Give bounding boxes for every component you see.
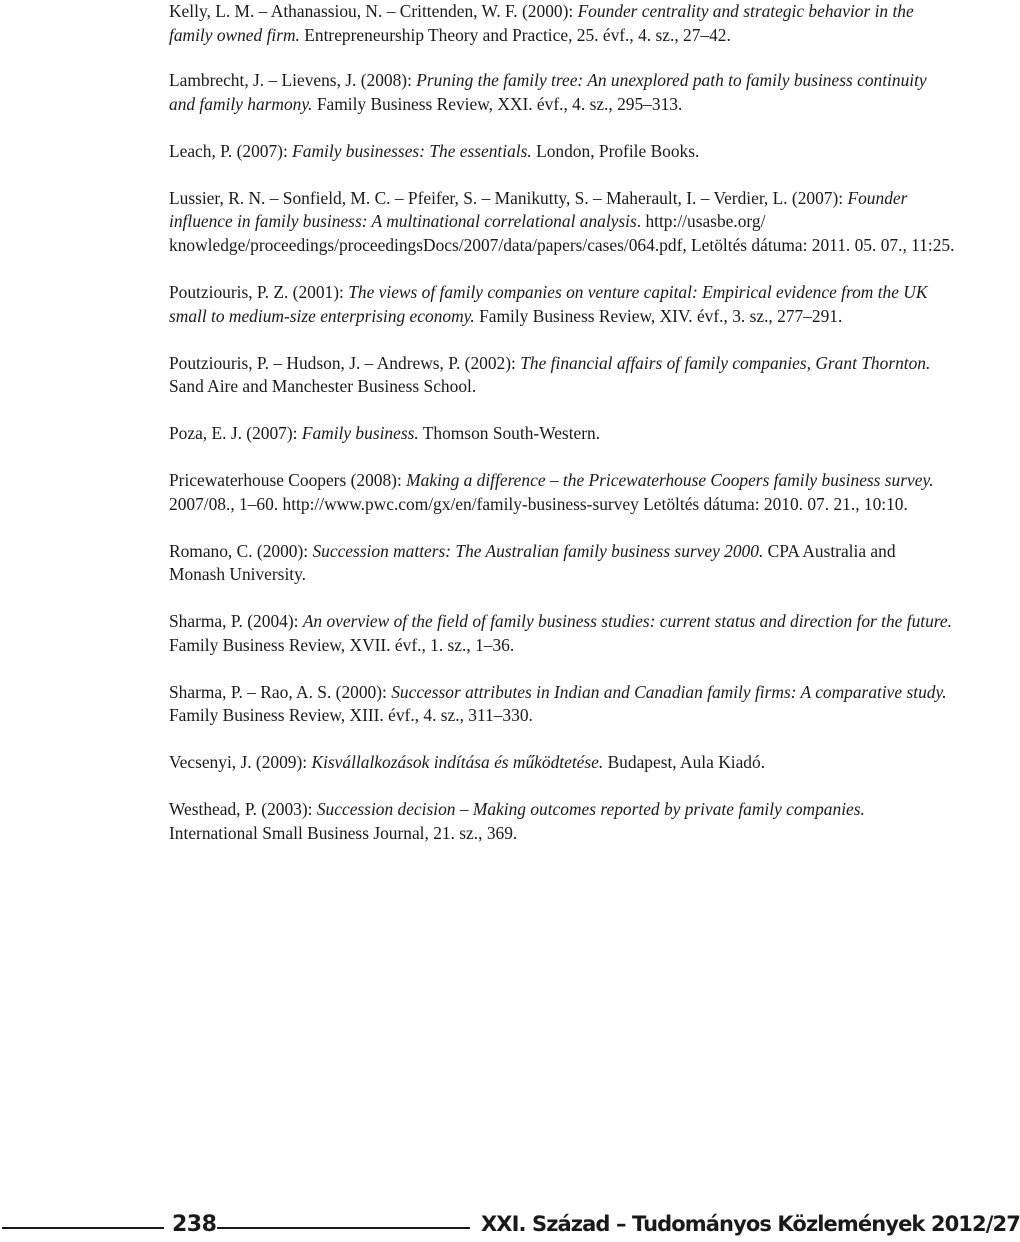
reference-source: 2007/08., 1–60. http://www.pwc.com/gx/en/family-business-survey Letöltés dátuma: 2010. 07. 21., 10:10. (169, 493, 908, 514)
reference-authors: Romano, C. (2000): (169, 540, 313, 561)
reference-title: Pruning the family tree: An unexplored path to family business continuity and family harmony. (169, 70, 927, 114)
reference-source: International Small Business Journal, 21. sz., 369. (169, 822, 518, 843)
reference-source: Family Business Review, XIII. évf., 4. sz., 311–330. (169, 705, 533, 726)
reference-source: Family Business Review, XXI. évf., 4. sz., 295–313. (312, 93, 683, 114)
page-footer (0, 1210, 1020, 1242)
reference-authors: Lambrecht, J. – Lievens, J. (2008): (169, 70, 417, 91)
reference-source: . http://usasbe.org/ knowledge/proceedings/proceedingsDocs/2007/data/papers/cases/064.pdf, Letöltés dátuma: 2011. 05. 07., 11:25. (169, 211, 955, 255)
footer-rule-left (2, 1227, 164, 1229)
reference-authors: Lussier, R. N. – Sonfield, M. C. – Pfeifer, S. – Manikutty, S. – Maherault, I. – Verdier, L. (2007): (169, 187, 848, 208)
reference-entry (169, 610, 955, 657)
reference-source: CPA Australia and Monash University. (169, 540, 896, 585)
reference-title: Founder influence in family business: A multinational correlational analysis (169, 187, 908, 232)
reference-entry (169, 422, 955, 446)
reference-entry (169, 281, 955, 328)
reference-authors: Kelly, L. M. – Athanassiou, N. – Crittenden, W. F. (2000): (169, 1, 578, 21)
reference-title: Making a difference – the Pricewaterhouse Coopers family business survey. (406, 470, 934, 491)
reference-authors: Poza, E. J. (2007): (169, 423, 302, 444)
reference-title: Family business. (301, 423, 419, 444)
reference-title: Family businesses: The essentials. (292, 140, 532, 161)
reference-title: Succession decision – Making outcomes reported by private family companies. (316, 799, 865, 820)
journal-title: XXI. Század – Tudományos Közlemények 2012/27 (481, 1212, 1020, 1236)
reference-title: An overview of the field of family business studies: current status and direction for the future. (302, 611, 952, 632)
reference-title: Founder centrality and strategic behavior in the family owned firm. (169, 1, 914, 45)
reference-entry (169, 69, 955, 116)
reference-entry (169, 469, 955, 516)
reference-source: Entrepreneurship Theory and Practice, 25. évf., 4. sz., 27–42. (299, 24, 731, 45)
reference-entry (169, 751, 955, 775)
reference-authors: Poutziouris, P. – Hudson, J. – Andrews, P. (2002): (169, 352, 521, 373)
reference-entry (169, 187, 955, 258)
reference-entry (169, 681, 955, 728)
reference-title: The financial affairs of family companies, Grant Thornton. (520, 352, 931, 373)
reference-source: Sand Aire and Manchester Business School. (169, 376, 477, 397)
reference-entry (169, 352, 955, 399)
reference-entry (169, 540, 955, 587)
reference-authors: Vecsenyi, J. (2009): (169, 752, 312, 773)
page-number: 238 (172, 1212, 217, 1237)
reference-entry (169, 0, 955, 47)
reference-source: Thomson South-Western. (418, 423, 601, 444)
reference-authors: Sharma, P. – Rao, A. S. (2000): (169, 681, 392, 702)
reference-authors: Leach, P. (2007): (169, 140, 293, 161)
reference-source: London, Profile Books. (531, 140, 700, 161)
reference-entry (169, 140, 955, 164)
reference-authors: Poutziouris, P. Z. (2001): (169, 281, 349, 302)
reference-authors: Pricewaterhouse Coopers (2008): (169, 470, 407, 491)
reference-entry (169, 798, 955, 845)
reference-title: Kisvállalkozások indítása és működtetése. (311, 752, 604, 773)
reference-title: Succession matters: The Australian family business survey 2000. (312, 540, 764, 561)
reference-title: The views of family companies on venture capital: Empirical evidence from the UK small to medium-size enterprising economy. (169, 281, 928, 326)
reference-list (169, 0, 955, 869)
reference-authors: Westhead, P. (2003): (169, 799, 317, 820)
reference-title: Successor attributes in Indian and Canadian family firms: A comparative study. (391, 681, 947, 702)
reference-source: Family Business Review, XIV. évf., 3. sz., 277–291. (474, 305, 843, 326)
reference-source: Family Business Review, XVII. évf., 1. sz., 1–36. (169, 634, 515, 655)
reference-source: Budapest, Aula Kiadó. (603, 752, 766, 773)
reference-authors: Sharma, P. (2004): (169, 611, 303, 632)
footer-rule-middle (217, 1227, 470, 1229)
